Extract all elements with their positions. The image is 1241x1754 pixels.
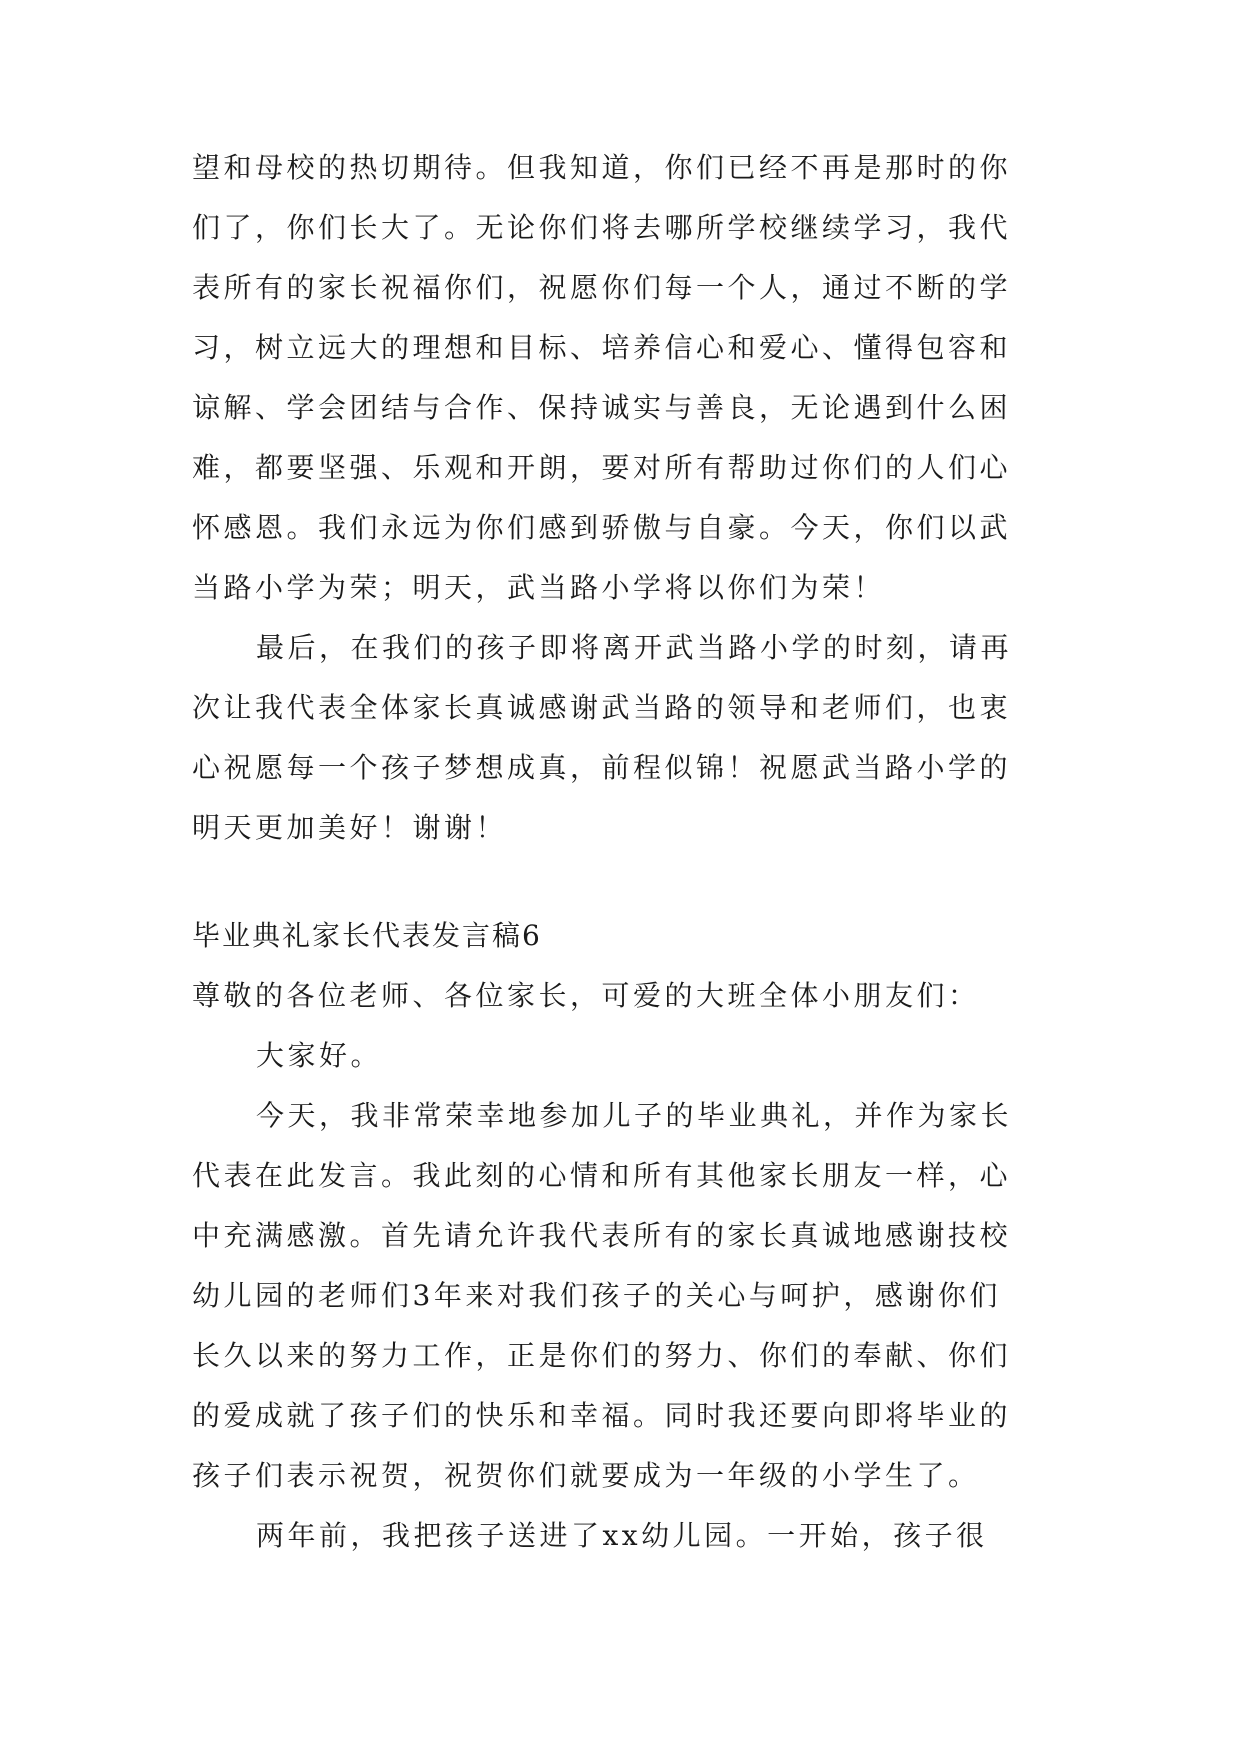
text-line: 表所有的家长祝福你们，祝愿你们每一个人，通过不断的学	[192, 271, 1012, 304]
text-line: 们了，你们长大了。无论你们将去哪所学校继续学习，我代	[192, 211, 1012, 244]
text-line: 望和母校的热切期待。但我知道，你们已经不再是那时的你	[192, 151, 1012, 184]
greeting: 大家好。	[256, 1039, 383, 1072]
paragraph-body	[192, 1086, 1052, 1506]
text-line: 今天，我非常荣幸地参加儿子的毕业典礼，并作为家长	[256, 1099, 1013, 1132]
text-line: 代表在此发言。我此刻的心情和所有其他家长朋友一样，心	[192, 1159, 1012, 1192]
paragraph-continuation	[192, 138, 1052, 618]
section-heading-block	[192, 906, 1052, 1086]
text-line: 长久以来的努力工作，正是你们的努力、你们的奉献、你们	[192, 1339, 1012, 1372]
paragraph-next	[192, 1506, 1052, 1566]
text-line: 最后，在我们的孩子即将离开武当路小学的时刻，请再	[256, 631, 1013, 664]
text-line: 的爱成就了孩子们的快乐和幸福。同时我还要向即将毕业的	[192, 1399, 1012, 1432]
text-line: 次让我代表全体家长真诚感谢武当路的领导和老师们，也衷	[192, 691, 1012, 724]
text-line: 难，都要坚强、乐观和开朗，要对所有帮助过你们的人们心	[192, 451, 1012, 484]
text-line: 谅解、学会团结与合作、保持诚实与善良，无论遇到什么困	[192, 391, 1012, 424]
text-line: 明天更加美好！谢谢！	[192, 811, 508, 844]
section-title: 毕业典礼家长代表发言稿6	[192, 919, 542, 952]
salutation: 尊敬的各位老师、各位家长，可爱的大班全体小朋友们：	[192, 979, 980, 1012]
paragraph-closing	[192, 618, 1052, 858]
text-line: 当路小学为荣；明天，武当路小学将以你们为荣！	[192, 571, 886, 604]
text-line: 中充满感激。首先请允许我代表所有的家长真诚地感谢技校	[192, 1219, 1012, 1252]
text-line: 孩子们表示祝贺，祝贺你们就要成为一年级的小学生了。	[192, 1459, 980, 1492]
text-line: 两年前，我把孩子送进了xx幼儿园。一开始，孩子很	[256, 1519, 988, 1552]
text-line: 心祝愿每一个孩子梦想成真，前程似锦！祝愿武当路小学的	[192, 751, 1012, 784]
text-line: 幼儿园的老师们3年来对我们孩子的关心与呵护，感谢你们	[192, 1279, 1001, 1312]
text-line: 习，树立远大的理想和目标、培养信心和爱心、懂得包容和	[192, 331, 1012, 364]
text-line: 怀感恩。我们永远为你们感到骄傲与自豪。今天，你们以武	[192, 511, 1012, 544]
